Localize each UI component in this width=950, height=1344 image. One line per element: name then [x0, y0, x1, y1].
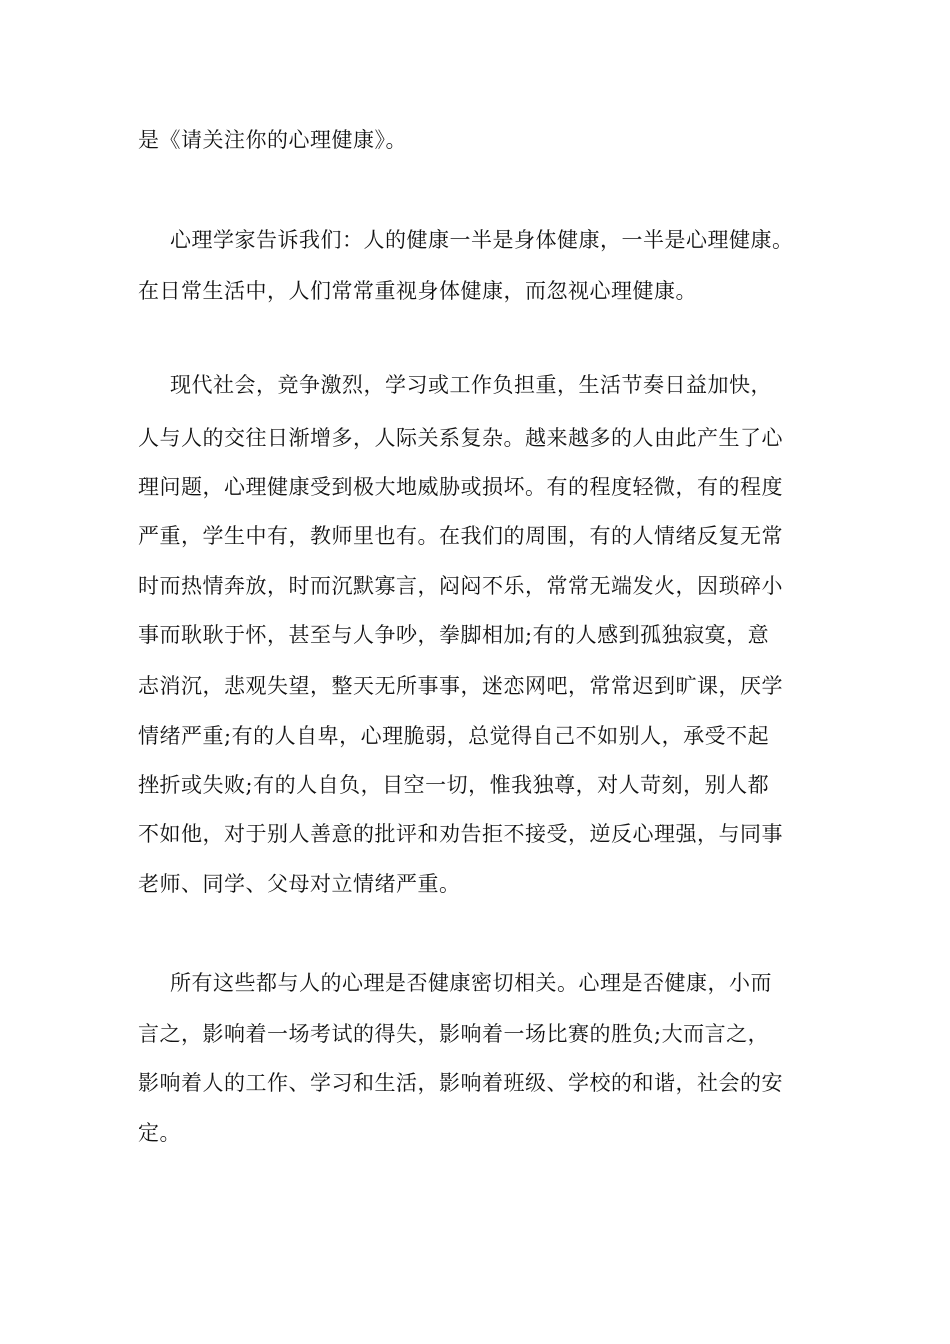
paragraph-2-line-6: 事而耿耿于怀，甚至与人争吵，拳脚相加;有的人感到孤独寂寞，意 [138, 623, 770, 647]
paragraph-2-line-3: 理问题，心理健康受到极大地威胁或损坏。有的程度轻微，有的程度 [138, 475, 783, 499]
paragraph-2-line-5: 时而热情奔放，时而沉默寡言，闷闷不乐，常常无端发火，因琐碎小 [138, 574, 783, 598]
paragraph-2-line-7: 志消沉，悲观失望，整天无所事事，迷恋网吧，常常迟到旷课，厌学 [138, 674, 783, 698]
paragraph-3-line-2: 言之，影响着一场考试的得失，影响着一场比赛的胜负;大而言之， [138, 1022, 770, 1046]
paragraph-2-line-9: 挫折或失败;有的人自负，目空一切，惟我独尊，对人苛刻，别人都 [138, 773, 770, 797]
paragraph-2-line-11: 老师、同学、父母对立情绪严重。 [138, 872, 461, 896]
paragraph-2-line-2: 人与人的交往日渐增多，人际关系复杂。越来越多的人由此产生了心 [138, 426, 783, 450]
paragraph-3-line-1: 所有这些都与人的心理是否健康密切相关。心理是否健康，小而 [170, 971, 772, 995]
paragraph-2-line-8: 情绪严重;有的人自卑，心理脆弱，总觉得自己不如别人，承受不起 [138, 724, 770, 748]
paragraph-1-line-1: 心理学家告诉我们：人的健康一半是身体健康，一半是心理健康。 [170, 228, 794, 252]
paragraph-3-line-4: 定。 [138, 1121, 181, 1145]
paragraph-1-line-2: 在日常生活中，人们常常重视身体健康，而忽视心理健康。 [138, 279, 697, 303]
paragraph-2-line-1: 现代社会，竞争激烈，学习或工作负担重，生活节奏日益加快， [170, 373, 772, 397]
paragraph-2-line-10: 不如他，对于别人善意的批评和劝告拒不接受，逆反心理强，与同事 [138, 822, 783, 846]
text-line-title-ref: 是《请关注你的心理健康》。 [138, 128, 407, 152]
paragraph-3-line-3: 影响着人的工作、学习和生活，影响着班级、学校的和谐，社会的安 [138, 1071, 783, 1095]
paragraph-2-line-4: 严重，学生中有，教师里也有。在我们的周围，有的人情绪反复无常 [138, 524, 783, 548]
